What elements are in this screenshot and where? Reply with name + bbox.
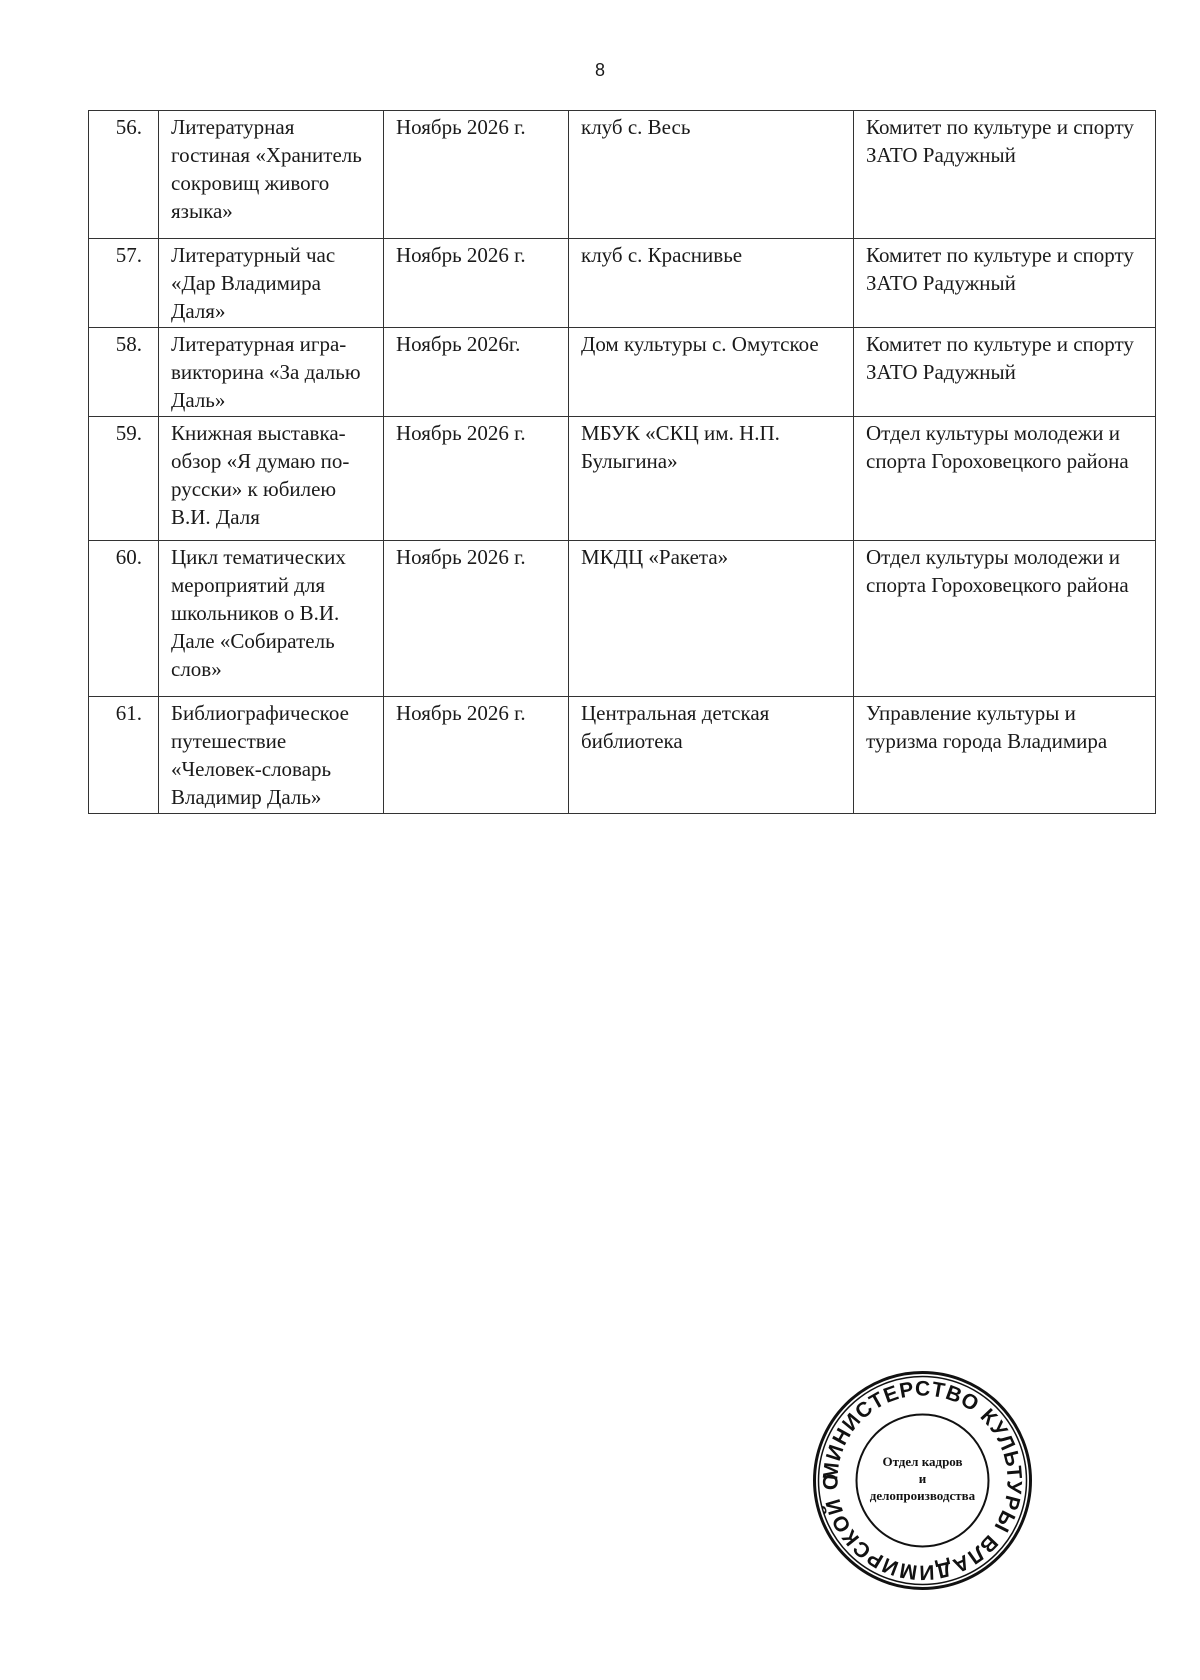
row-number: 61. (89, 697, 159, 814)
table-row (89, 417, 1156, 541)
event-date: Ноябрь 2026 г. (384, 111, 569, 239)
event-organizer: Комитет по культуре и спорту ЗАТО Радужный (854, 111, 1156, 239)
event-name: Литературная гостиная «Хранитель сокровищ живого языка» (159, 111, 384, 239)
events-table (88, 110, 1156, 814)
seal-outer-text: МИНИСТЕРСТВО КУЛЬТУРЫ ВЛАДИМИРСКОЙ О (819, 1377, 1026, 1584)
event-place: Центральная детская библиотека (569, 697, 854, 814)
event-place: клуб с. Весь (569, 111, 854, 239)
event-date: Ноябрь 2026 г. (384, 417, 569, 541)
official-seal (810, 1368, 1035, 1593)
seal-inner-line-2: и (918, 1471, 927, 1486)
event-organizer: Комитет по культуре и спорту ЗАТО Радужный (854, 239, 1156, 328)
table-row (89, 541, 1156, 697)
event-date: Ноябрь 2026 г. (384, 239, 569, 328)
event-organizer: Отдел культуры молодежи и спорта Гороховецкого района (854, 541, 1156, 697)
row-number: 57. (89, 239, 159, 328)
seal-inner-line-1: Отдел кадров (882, 1454, 963, 1469)
table-row (89, 239, 1156, 328)
event-name: Литературный час «Дар Владимира Даля» (159, 239, 384, 328)
table-row (89, 697, 1156, 814)
seal-graphic (810, 1368, 1035, 1593)
row-number: 56. (89, 111, 159, 239)
event-date: Ноябрь 2026г. (384, 328, 569, 417)
row-number: 58. (89, 328, 159, 417)
event-place: Дом культуры с. Омутское (569, 328, 854, 417)
event-organizer: Комитет по культуре и спорту ЗАТО Радужный (854, 328, 1156, 417)
event-name: Библиографическое путешествие «Человек-словарь Владимир Даль» (159, 697, 384, 814)
seal-inner-line-3: делопроизводства (869, 1488, 976, 1503)
event-name: Литературная игра-викторина «За далью Даль» (159, 328, 384, 417)
event-place: МБУК «СКЦ им. Н.П. Булыгина» (569, 417, 854, 541)
event-date: Ноябрь 2026 г. (384, 697, 569, 814)
event-organizer: Отдел культуры молодежи и спорта Гороховецкого района (854, 417, 1156, 541)
row-number: 59. (89, 417, 159, 541)
event-name: Книжная выставка-обзор «Я думаю по-русски» к юбилею В.И. Даля (159, 417, 384, 541)
event-organizer: Управление культуры и туризма города Владимира (854, 697, 1156, 814)
row-number: 60. (89, 541, 159, 697)
event-name: Цикл тематических мероприятий для школьников о В.И. Дале «Собиратель слов» (159, 541, 384, 697)
table-row (89, 328, 1156, 417)
page-number: 8 (594, 60, 605, 80)
table-row (89, 111, 1156, 239)
event-place: клуб с. Краснивье (569, 239, 854, 328)
event-date: Ноябрь 2026 г. (384, 541, 569, 697)
event-place: МКДЦ «Ракета» (569, 541, 854, 697)
